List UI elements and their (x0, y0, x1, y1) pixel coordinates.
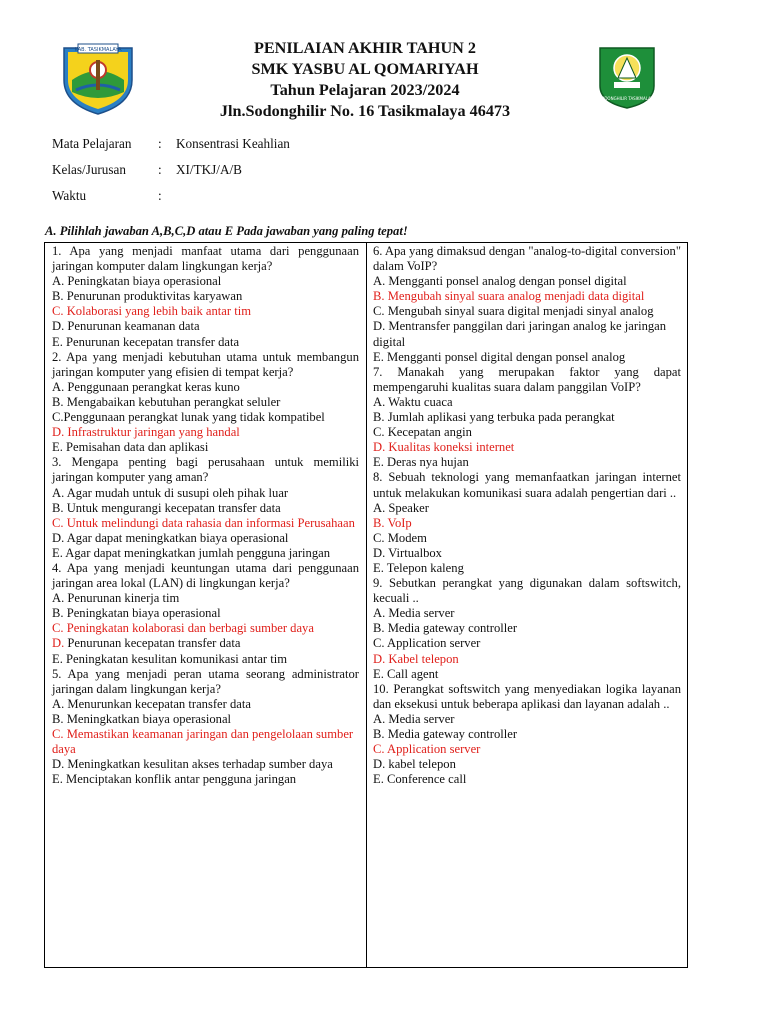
question-block (373, 365, 681, 471)
question-block (52, 350, 359, 456)
answer-option: A. Peningkatan biaya operasional (52, 274, 222, 289)
school-emblem-logo (596, 42, 658, 110)
answer-option: A. Mengganti ponsel analog dengan ponsel digital (373, 274, 627, 289)
question-text: 6. Apa yang dimaksud dengan "analog-to-digital conversion" dalam VoIP? (373, 244, 681, 274)
answer-option-correct: C. Kolaborasi yang lebih baik antar tim (52, 304, 252, 319)
answer-option-correct: D. Kualitas koneksi internet (373, 440, 515, 455)
question-table (44, 242, 688, 968)
question-text: 4. Apa yang menjadi keuntungan utama dari penggunaan jaringan area lokal (LAN) di lingkungan kerja? (52, 560, 359, 591)
meta-label: Kelas/Jurusan (52, 162, 126, 177)
answer-option-correct: C. Memastikan keamanan jaringan dan pengelolaan sumber daya (52, 727, 354, 757)
answer-option-correct: B. VoIp (373, 515, 412, 530)
question-block (52, 561, 359, 667)
answer-option: B. Jumlah aplikasi yang terbuka pada perangkat (373, 410, 615, 425)
meta-colon: : (158, 188, 162, 203)
answer-option: A. Media server (373, 711, 455, 726)
kabupaten-tasikmalaya-logo (58, 40, 138, 116)
answer-option: D. Penurunan keamanan data (52, 319, 200, 334)
answer-option: A. Waktu cuaca (373, 394, 453, 409)
answer-option: E. Pemisahan data dan aplikasi (52, 440, 209, 455)
section-instruction: A. Pilihlah jawaban A,B,C,D atau E Pada jawaban yang paling tepat! (45, 224, 408, 238)
question-block (373, 682, 681, 788)
left-question-column (52, 244, 359, 787)
answer-option: D. Meningkatkan kesulitan akses terhadap sumber daya (52, 757, 333, 772)
school-name: SMK YASBU AL QOMARIYAH (251, 60, 479, 78)
answer-option: A. Speaker (373, 500, 429, 515)
exam-title: PENILAIAN AKHIR TAHUN 2 (253, 39, 476, 57)
logo-left-caption: KAB. TASIKMALAYA (74, 47, 122, 53)
question-block (52, 244, 359, 350)
meta-value: XI/TKJ/A/B (176, 162, 242, 177)
school-heading (170, 38, 560, 122)
answer-option-correct: D. Kabel telepon (373, 651, 459, 666)
answer-option: D. Virtualbox (373, 545, 442, 560)
answer-option: E. Telepon kaleng (373, 560, 464, 575)
meta-colon: : (158, 136, 162, 151)
right-question-column (373, 244, 681, 787)
question-block (373, 470, 681, 576)
logo-right-caption: SODONGHILIR TASIKMALAYA (598, 96, 656, 101)
answer-option: E. Call agent (373, 666, 439, 681)
answer-option: B. Media gateway controller (373, 621, 518, 636)
answer-option: A. Menurunkan kecepatan transfer data (52, 696, 251, 711)
answer-option-correct: B. Mengubah sinyal suara analog menjadi data digital (373, 289, 645, 304)
answer-option-correct: C. Untuk melindungi data rahasia dan informasi Perusahaan (52, 515, 355, 530)
column-divider (366, 243, 367, 967)
academic-year: Tahun Pelajaran 2023/2024 (270, 81, 460, 99)
question-block (52, 667, 359, 788)
answer-option: E. Deras nya hujan (373, 455, 469, 470)
answer-option: A. Media server (373, 606, 455, 621)
meta-colon: : (158, 162, 162, 177)
answer-option: A. Penurunan kinerja tim (52, 591, 180, 606)
answer-option: C.Penggunaan perangkat lunak yang tidak kompatibel (52, 410, 325, 425)
answer-option-correct: C. Peningkatan kolaborasi dan berbagi sumber daya (52, 621, 314, 636)
question-text: 8. Sebuah teknologi yang memanfaatkan jaringan internet untuk melakukan komunikasi suara adalah pengertian dari .. (373, 470, 681, 500)
answer-option: C. Kecepatan angin (373, 425, 472, 440)
meta-label: Mata Pelajaran (52, 136, 132, 151)
answer-option: D. Mentransfer panggilan dari jaringan analog ke jaringan digital (373, 319, 667, 349)
answer-option: B. Mengabaikan kebutuhan perangkat seluler (52, 394, 281, 409)
question-text: 3. Mengapa penting bagi perusahaan untuk memiliki jaringan komputer yang aman? (52, 455, 359, 485)
answer-option: B. Meningkatkan biaya operasional (52, 711, 232, 726)
answer-option: B. Peningkatan biaya operasional (52, 606, 221, 621)
answer-option: E. Conference call (373, 772, 467, 787)
question-text: 5. Apa yang menjadi peran utama seorang administrator jaringan dalam lingkungan kerja? (52, 666, 359, 696)
answer-option: D. Agar dapat meningkatkan biaya operasional (52, 530, 289, 545)
question-text: 7. Manakah yang merupakan faktor yang dapat mempengaruhi kualitas suara dalam panggilan VoIP? (373, 364, 681, 394)
answer-option: D. Penurunan kecepatan transfer data (52, 636, 241, 651)
meta-label: Waktu (52, 188, 87, 203)
answer-option: B. Untuk mengurangi kecepatan transfer data (52, 500, 281, 515)
question-text: 1. Apa yang menjadi manfaat utama dari penggunaan jaringan komputer dalam lingkungan kerja? (52, 244, 359, 274)
answer-option-correct: D. Infrastruktur jaringan yang handal (52, 425, 240, 440)
question-block (373, 244, 681, 365)
answer-option: A. Agar mudah untuk di susupi oleh pihak luar (52, 485, 289, 500)
question-text: 2. Apa yang menjadi kebutuhan utama untuk membangun jaringan komputer yang efisien di tempat kerja? (52, 349, 359, 379)
answer-option: C. Application server (373, 636, 481, 651)
question-text: 9. Sebutkan perangkat yang digunakan dalam softswitch, kecuali .. (373, 576, 681, 606)
school-address: Jln.Sodonghilir No. 16 Tasikmalaya 46473 (219, 102, 511, 120)
answer-option: C. Modem (373, 530, 427, 545)
answer-option: D. kabel telepon (373, 757, 456, 772)
answer-option: A. Penggunaan perangkat keras kuno (52, 379, 240, 394)
question-text: 10. Perangkat softswitch yang menyediakan logika layanan dan eksekusi untuk beberapa aplikasi dan layanan adalah .. (373, 681, 681, 711)
answer-option: E. Agar dapat meningkatkan jumlah pengguna jaringan (52, 545, 331, 560)
meta-value: Konsentrasi Keahlian (176, 136, 290, 151)
answer-option-correct: C. Application server (373, 742, 481, 757)
exam-header (0, 36, 768, 126)
answer-option: E. Penurunan kecepatan transfer data (52, 334, 240, 349)
answer-option: E. Menciptakan konflik antar pengguna jaringan (52, 772, 297, 787)
answer-option: E. Mengganti ponsel digital dengan ponsel analog (373, 349, 626, 364)
answer-option: E. Peningkatan kesulitan komunikasi antar tim (52, 651, 288, 666)
answer-option: B. Penurunan produktivitas karyawan (52, 289, 243, 304)
answer-option: C. Mengubah sinyal suara digital menjadi sinyal analog (373, 304, 654, 319)
question-block (52, 455, 359, 561)
answer-option: B. Media gateway controller (373, 727, 518, 741)
question-block (373, 576, 681, 682)
option-letter-marked: D. (52, 636, 65, 651)
